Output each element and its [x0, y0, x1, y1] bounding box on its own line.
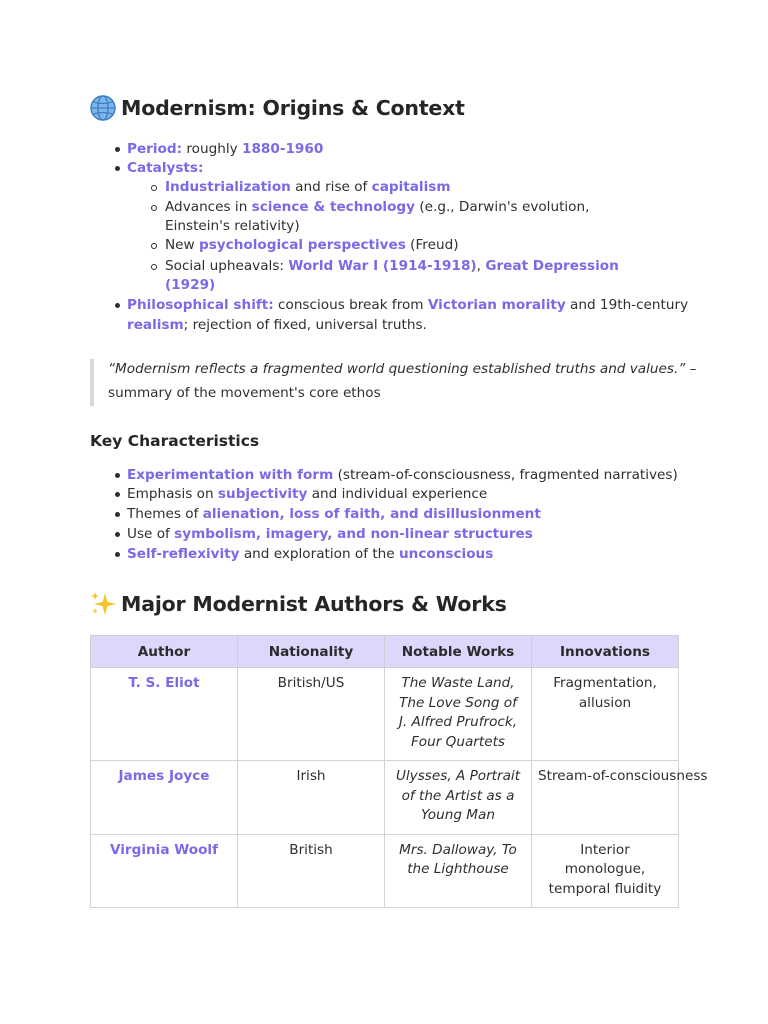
- bullet: [115, 492, 120, 497]
- list-item-philosophical: Philosophical shift: conscious break from Victorian morality and 19th-century: [127, 297, 689, 313]
- sub-item-social: Social upheavals: World War I (1914-1918), Great Depression: [165, 258, 619, 274]
- authors-table: [90, 635, 708, 908]
- sub-item-psych: New psychological perspectives (Freud): [165, 237, 459, 253]
- innovations-cell: Interior monologue, temporal fluidity: [532, 834, 679, 908]
- section-heading-origins: [89, 94, 465, 122]
- column-header: Author: [91, 636, 238, 668]
- bullet: [115, 532, 120, 537]
- section-heading-authors: [89, 590, 507, 618]
- bullet: [115, 473, 120, 478]
- list-item-form: Experimentation with form (stream-of-consciousness, fragmented narratives): [127, 467, 678, 483]
- nationality-cell: Irish: [238, 761, 385, 835]
- sub-bullet: [151, 243, 157, 249]
- section-title: Modernism: Origins & Context: [121, 96, 465, 120]
- sub-bullet: [151, 185, 157, 191]
- table-header-row: [91, 636, 679, 668]
- globe-icon: [89, 94, 117, 122]
- blockquote-bar: [90, 359, 94, 406]
- sparkles-icon: [89, 590, 117, 618]
- list-item-philosophical-cont: realism; rejection of fixed, universal truths.: [127, 317, 427, 333]
- nationality-cell: British: [238, 834, 385, 908]
- list-item-subjectivity: Emphasis on subjectivity and individual experience: [127, 486, 488, 502]
- section-title: Major Modernist Authors & Works: [121, 592, 507, 616]
- column-header: Innovations: [532, 636, 679, 668]
- list-item-themes: Themes of alienation, loss of faith, and disillusionment: [127, 506, 541, 522]
- section-heading-characteristics: Key Characteristics: [90, 432, 260, 450]
- column-header: Nationality: [238, 636, 385, 668]
- sub-item-social-cont: (1929): [165, 277, 216, 293]
- sub-item-industrialization: Industrialization and rise of capitalism: [165, 179, 451, 195]
- bullet: [115, 147, 120, 152]
- sub-bullet: [151, 205, 157, 211]
- blockquote-text: “Modernism reflects a fragmented world questioning established truths and values.” –: [108, 361, 697, 377]
- table-row: [91, 834, 679, 908]
- innovations-cell: Fragmentation, allusion: [532, 668, 679, 761]
- list-item-self-reflexivity: Self-reflexivity and exploration of the unconscious: [127, 546, 494, 562]
- author-cell: James Joyce: [91, 761, 238, 835]
- list-item-catalysts: Catalysts:: [127, 160, 204, 176]
- bullet: [115, 512, 120, 517]
- table-row: [91, 761, 679, 835]
- list-item-symbolism: Use of symbolism, imagery, and non-linear structures: [127, 526, 533, 542]
- bullet: [115, 166, 120, 171]
- list-item-period: Period: roughly 1880-1960: [127, 141, 324, 157]
- nationality-cell: British/US: [238, 668, 385, 761]
- column-header: Notable Works: [385, 636, 532, 668]
- table-row: [91, 668, 679, 761]
- works-cell: The Waste Land, The Love Song of J. Alfred Prufrock, Four Quartets: [385, 668, 532, 761]
- works-cell: Ulysses, A Portrait of the Artist as a Young Man: [385, 761, 532, 835]
- works-cell: Mrs. Dalloway, To the Lighthouse: [385, 834, 532, 908]
- sub-bullet: [151, 264, 157, 270]
- sub-item-science: Advances in science & technology (e.g., Darwin's evolution,: [165, 199, 590, 215]
- author-cell: T. S. Eliot: [91, 668, 238, 761]
- blockquote-attribution: summary of the movement's core ethos: [108, 385, 381, 401]
- sub-item-science-cont: Einstein's relativity): [165, 218, 300, 234]
- bullet: [115, 303, 120, 308]
- bullet: [115, 552, 120, 557]
- author-cell: Virginia Woolf: [91, 834, 238, 908]
- innovations-cell: Stream-of-consciousness: [532, 761, 679, 835]
